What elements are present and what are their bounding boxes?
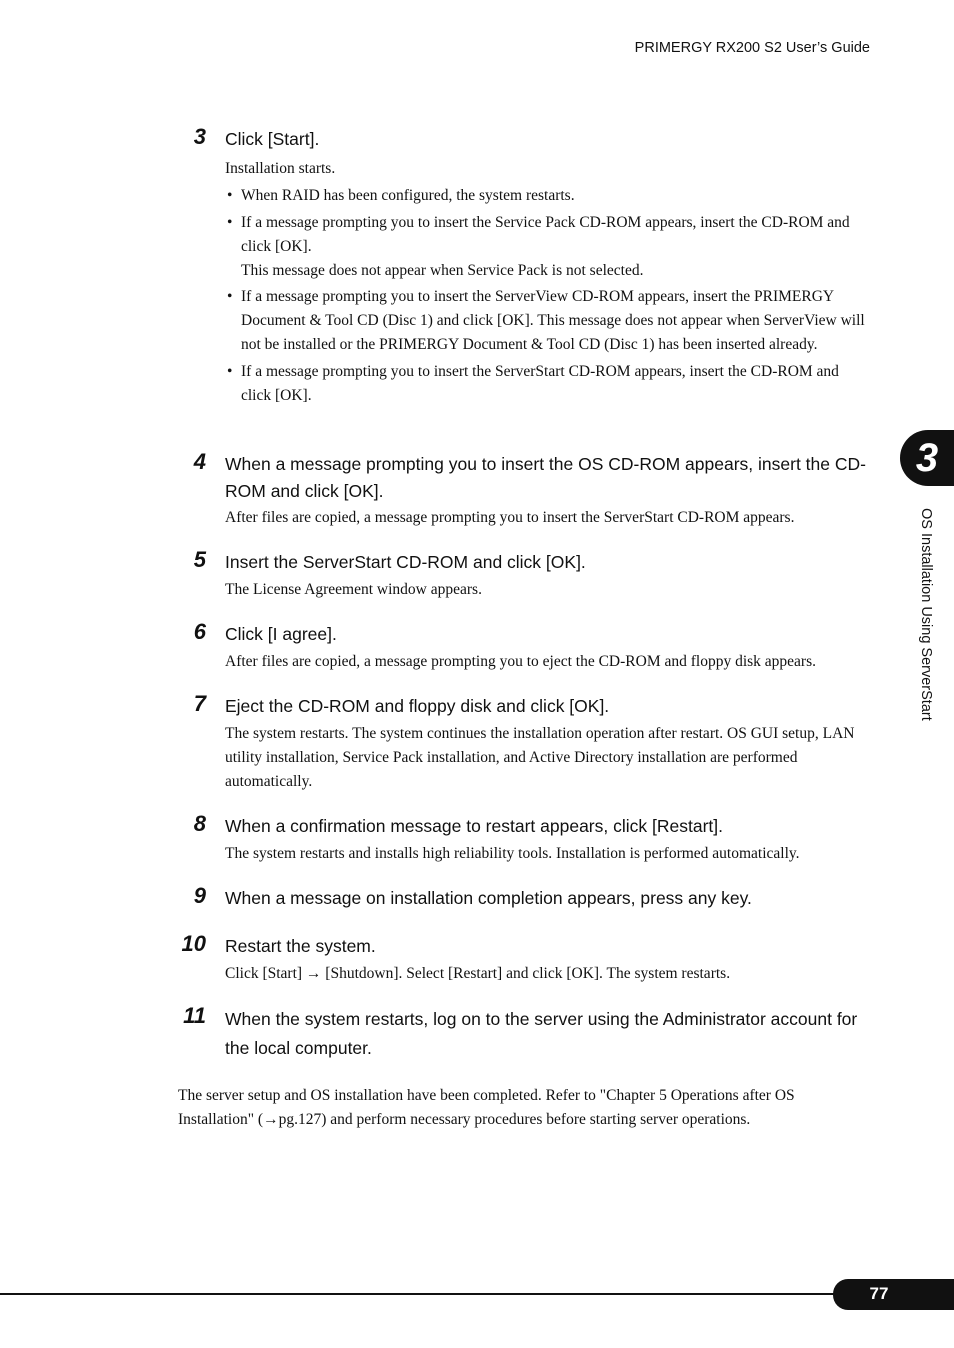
step-number: 8 bbox=[193, 811, 206, 836]
list-item: • When RAID has been configured, the system restarts. bbox=[227, 187, 575, 204]
step-title: Restart the system. bbox=[225, 936, 376, 956]
step-number: 5 bbox=[193, 547, 206, 572]
step-title: Insert the ServerStart CD-ROM and click [OK]. bbox=[225, 552, 586, 572]
step-title: When a message prompting you to insert the OS CD-ROM appears, insert the CD-ROM and click [OK]. bbox=[225, 454, 866, 501]
step-number: 7 bbox=[193, 691, 206, 716]
list-item: • If a message prompting you to insert the Service Pack CD-ROM appears, insert the CD-ROM and click [OK]. bbox=[227, 213, 850, 255]
conclusion-paragraph: The server setup and OS installation have been completed. Refer to "Chapter 5 Operations after OS Installation" (→pg.127) and perform necessary procedures before starting server operations. bbox=[178, 1087, 795, 1128]
running-header: PRIMERGY RX200 S2 User’s Guide bbox=[634, 40, 870, 56]
step-description: The License Agreement window appears. bbox=[225, 581, 482, 598]
step-title: Click [Start]. bbox=[225, 129, 320, 149]
step-number: 3 bbox=[193, 124, 206, 149]
chapter-number: 3 bbox=[915, 436, 939, 480]
list-item: • If a message prompting you to insert the ServerView CD-ROM appears, insert the PRIMERGY Document & Tool CD (Disc 1) and click [OK]. This message does not appear when ServerView will not be installed or the PRIMERGY Document & Tool CD (Disc 1) has been inserted already. bbox=[227, 288, 865, 353]
step-title: When the system restarts, log on to the server using the Administrator account for the local computer. bbox=[225, 1009, 858, 1058]
step-number: 6 bbox=[193, 619, 206, 644]
chapter-title-vertical: OS Installation Using ServerStart bbox=[918, 508, 934, 721]
footer-rule bbox=[0, 1293, 840, 1295]
step-description: Installation starts. bbox=[225, 160, 336, 177]
step-description: After files are copied, a message prompting you to eject the CD-ROM and floppy disk appears. bbox=[225, 653, 816, 670]
step-description: The system restarts and installs high reliability tools. Installation is performed automatically. bbox=[225, 845, 800, 862]
step-description: After files are copied, a message prompting you to insert the ServerStart CD-ROM appears. bbox=[225, 509, 795, 526]
note-list bbox=[225, 184, 870, 410]
step-number: 4 bbox=[193, 449, 206, 474]
step-title: When a confirmation message to restart appears, click [Restart]. bbox=[225, 816, 723, 836]
chapter-tab bbox=[900, 430, 954, 486]
step-number: 10 bbox=[181, 931, 206, 956]
step-title: When a message on installation completion appears, press any key. bbox=[225, 888, 752, 908]
step-description: The system restarts. The system continues the installation operation after restart. OS GUI setup, LAN utility installation, Service Pack installation, and Active Directory installation are performed automatically. bbox=[225, 725, 855, 790]
list-item: • If a message prompting you to insert the ServerStart CD-ROM appears, insert the CD-ROM and click [OK]. bbox=[227, 362, 839, 404]
page-number-tab bbox=[833, 1279, 954, 1310]
step-title: Click [I agree]. bbox=[225, 624, 337, 644]
step-title: Eject the CD-ROM and floppy disk and click [OK]. bbox=[225, 696, 610, 716]
step-number: 11 bbox=[183, 1003, 206, 1028]
step-description: Click [Start] → [Shutdown]. Select [Restart] and click [OK]. The system restarts. bbox=[225, 965, 731, 982]
list-item-continuation: This message does not appear when Service Pack is not selected. bbox=[241, 261, 644, 279]
page-number: 77 bbox=[869, 1284, 889, 1303]
step-number: 9 bbox=[193, 883, 206, 908]
